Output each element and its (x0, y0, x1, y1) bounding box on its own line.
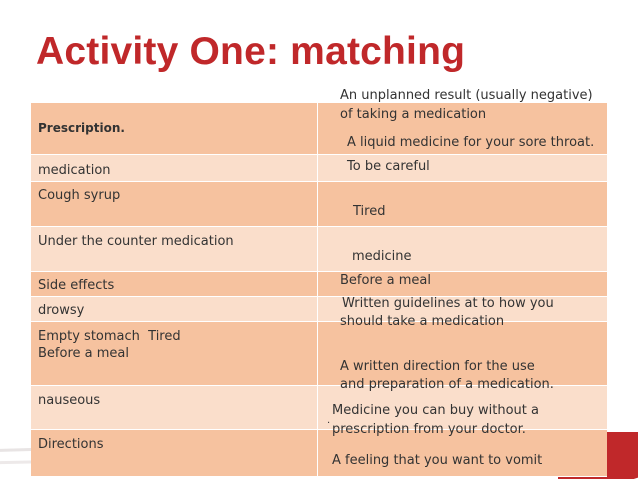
definition-text: medicine (352, 249, 412, 264)
definition-text: Tired (353, 204, 386, 219)
term-medication: medication (38, 163, 111, 178)
definition-text: Written guidelines at to how you (342, 296, 554, 311)
table-row (31, 227, 607, 272)
definition-text: Before a meal (340, 273, 431, 288)
term-drowsy: drowsy (38, 303, 85, 318)
stray-mark: . (327, 415, 331, 426)
term-side-effects: Side effects (38, 278, 115, 293)
table-row (31, 272, 607, 297)
definition-text: of taking a medication (340, 107, 487, 122)
term-cough-syrup: Cough syrup (38, 188, 121, 203)
definition-text: A written direction for the use (340, 359, 535, 374)
definition-text: An unplanned result (usually negative) (340, 88, 593, 103)
definition-text: and preparation of a medication. (340, 377, 554, 392)
table-row (31, 182, 607, 227)
matching-table (31, 88, 607, 477)
definition-text: should take a medication (340, 314, 505, 329)
definition-text: A feeling that you want to vomit (332, 453, 543, 468)
definition-text: prescription from your doctor. (332, 422, 526, 437)
slide-title: Activity One: matching (36, 30, 466, 73)
definition-text: To be careful (347, 159, 430, 174)
definition-text: Medicine you can buy without a (332, 403, 539, 418)
term-prescription: Prescription. (38, 121, 125, 135)
term-nauseous: nauseous (38, 393, 101, 408)
definition-text: A liquid medicine for your sore throat. (347, 135, 595, 150)
term-directions: Directions (38, 437, 104, 452)
term-empty-stomach: Empty stomach Tired Before a meal (38, 329, 181, 361)
table-row (31, 155, 607, 182)
term-under-the-counter-medication: Under the counter medication (38, 234, 234, 249)
